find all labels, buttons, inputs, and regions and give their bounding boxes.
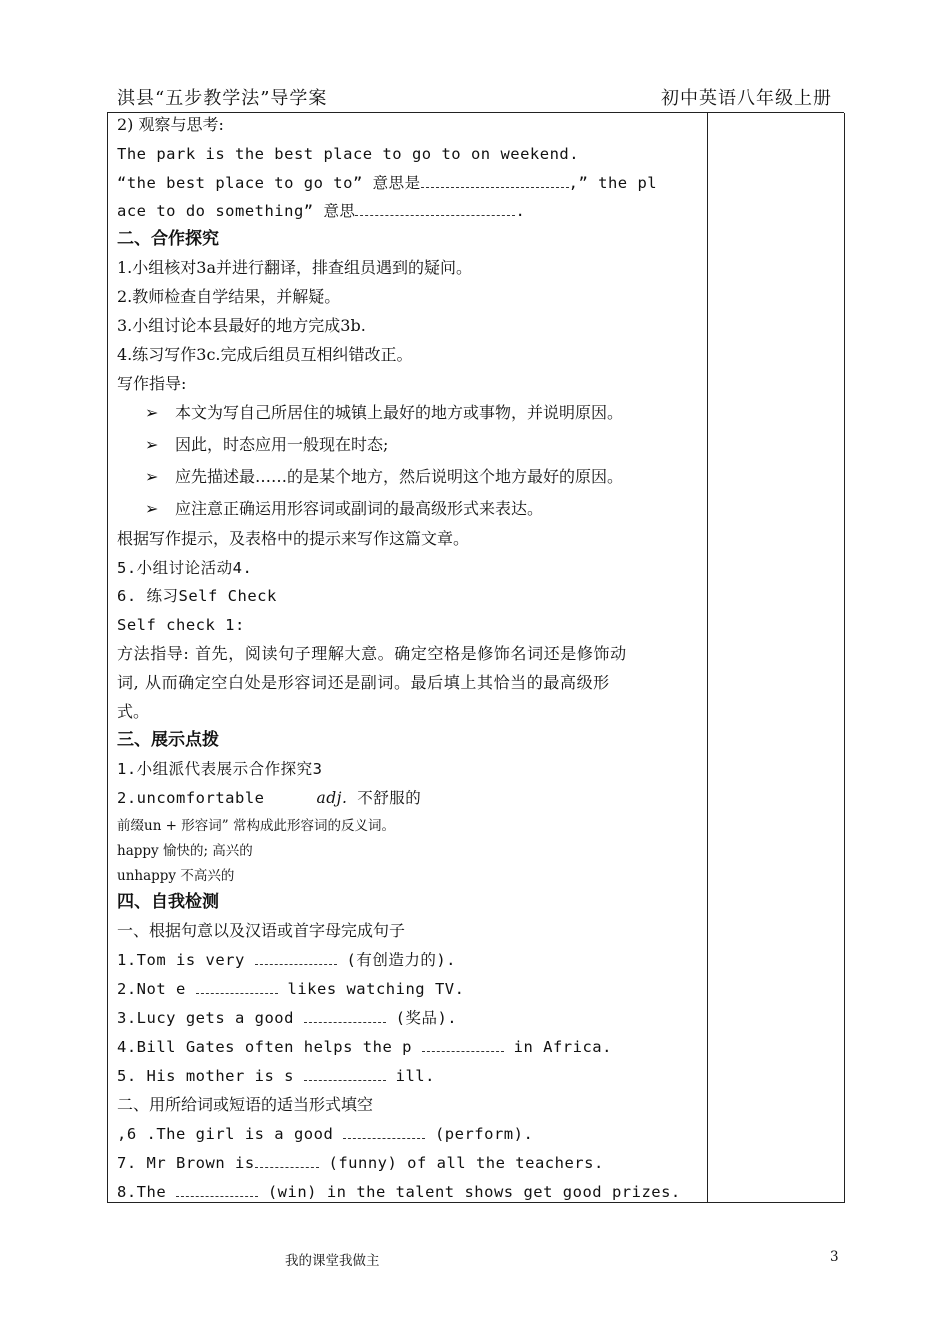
vocab-example: unhappy 不高兴的 [117, 868, 235, 884]
exercise-item [117, 1152, 604, 1174]
part-of-speech: adj. [316, 789, 348, 807]
header-title: 淇县“五步教学法”导学案 [117, 88, 328, 109]
meaning-text: ,” the pl [568, 174, 658, 192]
guide-bullet [145, 402, 623, 424]
item-text: in Africa. [503, 1038, 612, 1056]
footer-motto: 我的课堂我做主 [285, 1253, 380, 1269]
item-text: 2.Not e [117, 980, 196, 998]
meaning-line-1 [117, 172, 657, 194]
answer-blank[interactable] [304, 1068, 386, 1081]
item-text: likes watching TV. [277, 980, 465, 998]
guide-bullet [145, 434, 388, 456]
vocab-word: 2.uncomfortable [117, 789, 265, 807]
method-guide: 式。 [117, 702, 150, 721]
task-line: 3.小组讨论本县最好的地方完成3b. [117, 316, 366, 335]
exercise-item [117, 1007, 457, 1029]
method-guide: 方法指导: 首先，阅读句子理解大意。确定空格是修饰名词还是修饰动 [117, 644, 627, 663]
answer-blank[interactable] [176, 1184, 258, 1197]
table-column-divider [707, 113, 708, 1202]
exercise-item [117, 978, 464, 1000]
item-text: (perform). [425, 1125, 534, 1143]
exercise-item [117, 1181, 681, 1203]
arrow-bullet-icon: ➢ [145, 467, 159, 486]
arrow-bullet-icon: ➢ [145, 499, 159, 518]
writing-guide-heading: 写作指导: [117, 374, 187, 393]
answer-blank[interactable] [196, 981, 278, 994]
self-check-label: Self check 1: [117, 616, 245, 634]
guide-text: 应先描述最……的是某个地方，然后说明这个地方最好的原因。 [175, 467, 624, 486]
task-line: 5.小组讨论活动4. [117, 559, 253, 577]
answer-blank[interactable] [422, 1039, 504, 1052]
page-number: 3 [830, 1249, 839, 1265]
answer-blank[interactable] [355, 203, 515, 216]
arrow-bullet-icon: ➢ [145, 435, 159, 454]
method-guide: 词, 从而确定空白处是形容词还是副词。最后填上其恰当的最高级形 [117, 673, 610, 692]
task-line: 6. 练习Self Check [117, 587, 277, 605]
item-text: 5. His mother is s [117, 1067, 304, 1085]
vocab-line [117, 787, 421, 809]
example-sentence: The park is the best place to go to on weekend. [117, 145, 580, 163]
task-line: 2.教师检查自学结果，并解疑。 [117, 287, 341, 306]
item-text: (win) in the talent shows get good prizes. [258, 1183, 681, 1201]
guide-text: 因此，时态应用一般现在时态; [175, 435, 389, 454]
item-text: 1.Tom is very [117, 951, 255, 969]
exercise-item [117, 949, 456, 971]
meaning-line-2 [117, 200, 525, 222]
exercise-instruction: 二、用所给词或短语的适当形式填空 [117, 1095, 374, 1114]
vocab-example: happy 愉快的; 高兴的 [117, 843, 253, 859]
item-text: (奖品). [385, 1009, 458, 1027]
show-task: 1.小组派代表展示合作探究3 [117, 760, 323, 778]
exercise-item [117, 1036, 612, 1058]
answer-blank[interactable] [421, 175, 569, 188]
item-text: 4.Bill Gates often helps the p [117, 1038, 422, 1056]
meaning-text: . [515, 202, 526, 220]
exercise-instruction: 一、根据句意以及汉语或首字母完成句子 [117, 921, 406, 940]
observe-heading: 2) 观察与思考: [117, 115, 224, 134]
task-line: 1.小组核对3a并进行翻译，排查组员遇到的疑问。 [117, 258, 472, 277]
prefix-note: 前缀un + 形容词” 常构成此形容词的反义词。 [117, 818, 395, 834]
writing-instruction: 根据写作提示，及表格中的提示来写作这篇文章。 [117, 529, 470, 548]
item-text: 7. Mr Brown is [117, 1154, 255, 1172]
section-heading-show: 三、展示点拨 [117, 730, 219, 750]
item-text: 3.Lucy gets a good [117, 1009, 304, 1027]
guide-text: 本文为写自己所居住的城镇上最好的地方或事物，并说明原因。 [175, 403, 624, 422]
answer-blank[interactable] [304, 1010, 386, 1023]
arrow-bullet-icon: ➢ [145, 403, 159, 422]
guide-bullet [145, 466, 623, 488]
answer-blank[interactable] [255, 1155, 319, 1168]
answer-blank[interactable] [255, 952, 337, 965]
item-text: ill. [385, 1067, 435, 1085]
meaning-text: ace to do something” 意思 [117, 202, 356, 220]
task-line: 4.练习写作3c.完成后组员互相纠错改正。 [117, 345, 413, 364]
guide-text: 应注意正确运用形容词或副词的最高级形式来表达。 [175, 499, 544, 518]
section-heading-selftest: 四、自我检测 [117, 892, 219, 912]
item-text: (有创造力的). [336, 951, 456, 969]
exercise-item [117, 1065, 435, 1087]
exercise-item [117, 1123, 533, 1145]
guide-bullet [145, 498, 543, 520]
item-text: (funny) of all the teachers. [318, 1154, 604, 1172]
item-text: ,6 .The girl is a good [117, 1125, 344, 1143]
item-text: 8.The [117, 1183, 176, 1201]
vocab-meaning: 不舒服的 [347, 789, 422, 807]
section-heading-cooperate: 二、合作探究 [117, 229, 219, 249]
meaning-text: “the best place to go to” 意思是 [117, 174, 421, 192]
header-subject: 初中英语八年级上册 [661, 88, 832, 109]
answer-blank[interactable] [343, 1126, 425, 1139]
